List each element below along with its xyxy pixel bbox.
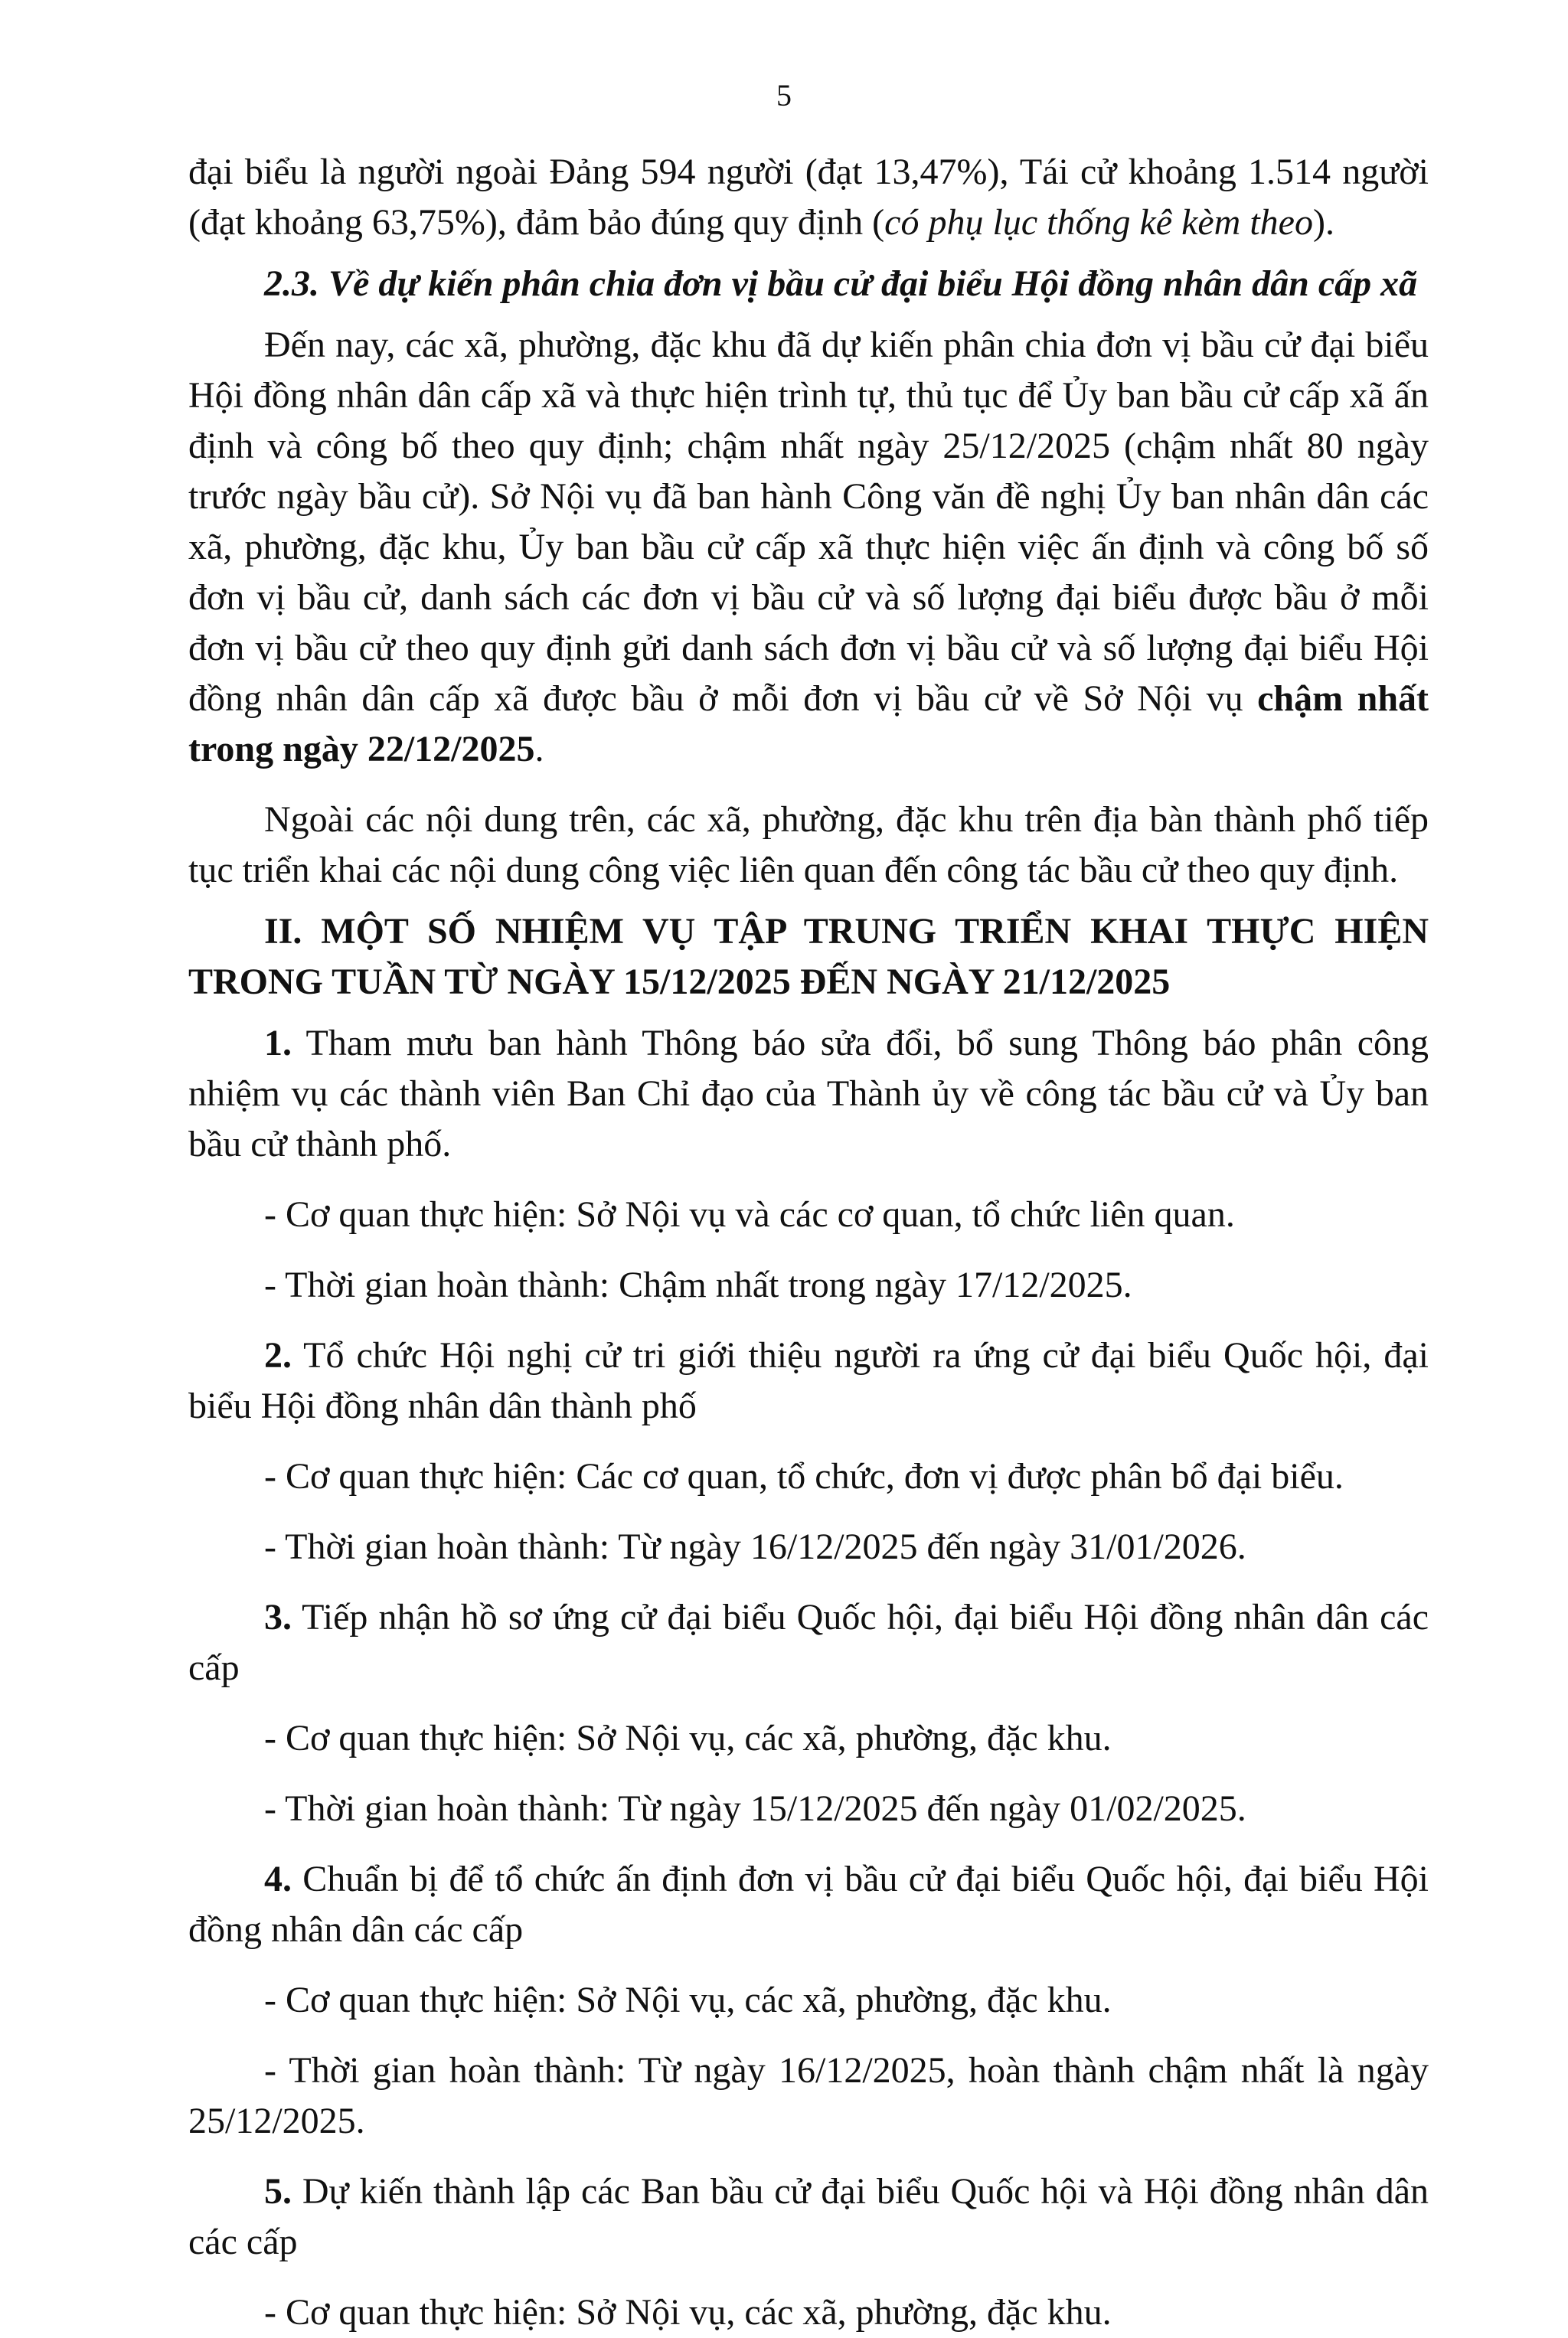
task-number: 4. — [264, 1859, 292, 1899]
task-1-agency: - Cơ quan thực hiện: Sở Nội vụ và các cơ quan, tổ chức liên quan. — [264, 1194, 1235, 1235]
paragraph-other-content: Ngoài các nội dung trên, các xã, phường, đặc khu trên địa bàn thành phố tiếp tục triển khai các nội dung công việc liên quan đến công tác bầu cử theo quy định. — [188, 799, 1429, 890]
task-1-title: 1. Tham mưu ban hành Thông báo sửa đổi, bổ sung Thông báo phân công nhiệm vụ các thành viên Ban Chỉ đạo của Thành ủy về công tác bầu cử và Ủy ban bầu cử thành phố. — [188, 1023, 1429, 1164]
task-number: 3. — [264, 1597, 292, 1638]
paragraph-text: Đến nay, các xã, phường, đặc khu đã dự kiến phân chia đơn vị bầu cử đại biểu Hội đồng nhân dân cấp xã và thực hiện trình tự, thủ tục để Ủy ban bầu cử cấp xã ấn định và công bố theo quy định; chậm nhất ngày 25/12/2025 (chậm nhất 80 ngày trước ngày bầu cử). Sở Nội vụ đã ban hành Công văn đề nghị Ủy ban nhân dân các xã, phường, đặc khu, Ủy ban bầu cử cấp xã thực hiện việc ấn định và công bố số đơn vị bầu cử, danh sách các đơn vị bầu cử và số lượng đại biểu được bầu ở mỗi đơn vị bầu cử theo quy định gửi danh sách đơn vị bầu cử và số lượng đại biểu Hội đồng nhân dân cấp xã được bầu ở mỗi đơn vị bầu cử về Sở Nội vụ — [188, 325, 1429, 719]
task-number: 1. — [264, 1023, 292, 1063]
task-3-agency: - Cơ quan thực hiện: Sở Nội vụ, các xã, phường, đặc khu. — [264, 1718, 1112, 1758]
task-1-deadline: - Thời gian hoàn thành: Chậm nhất trong ngày 17/12/2025. — [264, 1265, 1132, 1305]
task-2-deadline: - Thời gian hoàn thành: Từ ngày 16/12/2025 đến ngày 31/01/2026. — [264, 1527, 1246, 1567]
task-2-title: 2. Tổ chức Hội nghị cử tri giới thiệu người ra ứng cử đại biểu Quốc hội, đại biểu Hội đồng nhân dân thành phố — [188, 1335, 1429, 1426]
paragraph-commune-units: Đến nay, các xã, phường, đặc khu đã dự kiến phân chia đơn vị bầu cử đại biểu Hội đồng nhân dân cấp xã và thực hiện trình tự, thủ tục để Ủy ban bầu cử cấp xã ấn định và công bố theo quy định; chậm nhất ngày 25/12/2025 (chậm nhất 80 ngày trước ngày bầu cử). Sở Nội vụ đã ban hành Công văn đề nghị Ủy ban nhân dân các xã, phường, đặc khu, Ủy ban bầu cử cấp xã thực hiện việc ấn định và công bố số đơn vị bầu cử, danh sách các đơn vị bầu cử và số lượng đại biểu được bầu ở mỗi đơn vị bầu cử theo quy định gửi danh sách đơn vị bầu cử và số lượng đại biểu Hội đồng nhân dân cấp xã được bầu ở mỗi đơn vị bầu cử về Sở Nội vụ chậm nhất trong ngày 22/12/2025. — [188, 325, 1429, 769]
task-5-agency: - Cơ quan thực hiện: Sở Nội vụ, các xã, phường, đặc khu. — [264, 2292, 1112, 2333]
task-4-deadline: - Thời gian hoàn thành: Từ ngày 16/12/2025, hoàn thành chậm nhất là ngày 25/12/2025. — [188, 2050, 1429, 2141]
section-heading-II: II. MỘT SỐ NHIỆM VỤ TẬP TRUNG TRIỂN KHAI THỰC HIỆN TRONG TUẦN TỪ NGÀY 15/12/2025 ĐẾN NGÀY 21/12/2025 — [188, 911, 1429, 1002]
subsection-heading-2-3: 2.3. Về dự kiến phân chia đơn vị bầu cử đại biểu Hội đồng nhân dân cấp xã — [264, 263, 1418, 304]
task-4-title: 4. Chuẩn bị để tổ chức ấn định đơn vị bầu cử đại biểu Quốc hội, đại biểu Hội đồng nhân dân các cấp — [188, 1859, 1429, 1950]
task-3-title: 3. Tiếp nhận hồ sơ ứng cử đại biểu Quốc hội, đại biểu Hội đồng nhân dân các cấp — [188, 1597, 1429, 1688]
task-2-agency: - Cơ quan thực hiện: Các cơ quan, tổ chức, đơn vị được phân bổ đại biểu. — [264, 1456, 1344, 1497]
paragraph-delegates-summary: đại biểu là người ngoài Đảng 594 người (đạt 13,47%), Tái cử khoảng 1.514 người (đạt khoảng 63,75%), đảm bảo đúng quy định (có phụ lục thống kê kèm theo). — [188, 152, 1429, 243]
task-3-deadline: - Thời gian hoàn thành: Từ ngày 15/12/2025 đến ngày 01/02/2025. — [264, 1788, 1246, 1829]
task-5-title: 5. Dự kiến thành lập các Ban bầu cử đại biểu Quốc hội và Hội đồng nhân dân các cấp — [188, 2171, 1429, 2262]
task-number: 2. — [264, 1335, 292, 1376]
document-body — [188, 147, 1429, 2338]
task-number: 5. — [264, 2171, 292, 2212]
deadline-emphasis: chậm nhất trong ngày 22/12/2025 — [188, 678, 1429, 769]
paragraph-text: đại biểu là người ngoài Đảng 594 người (đạt 13,47%), Tái cử khoảng 1.514 người (đạt khoảng 63,75%), đảm bảo đúng quy định ( — [188, 152, 1429, 243]
appendix-note: có phụ lục thống kê kèm theo — [884, 202, 1313, 243]
task-4-agency: - Cơ quan thực hiện: Sở Nội vụ, các xã, phường, đặc khu. — [264, 1980, 1112, 2020]
page-number: 5 — [776, 78, 792, 113]
